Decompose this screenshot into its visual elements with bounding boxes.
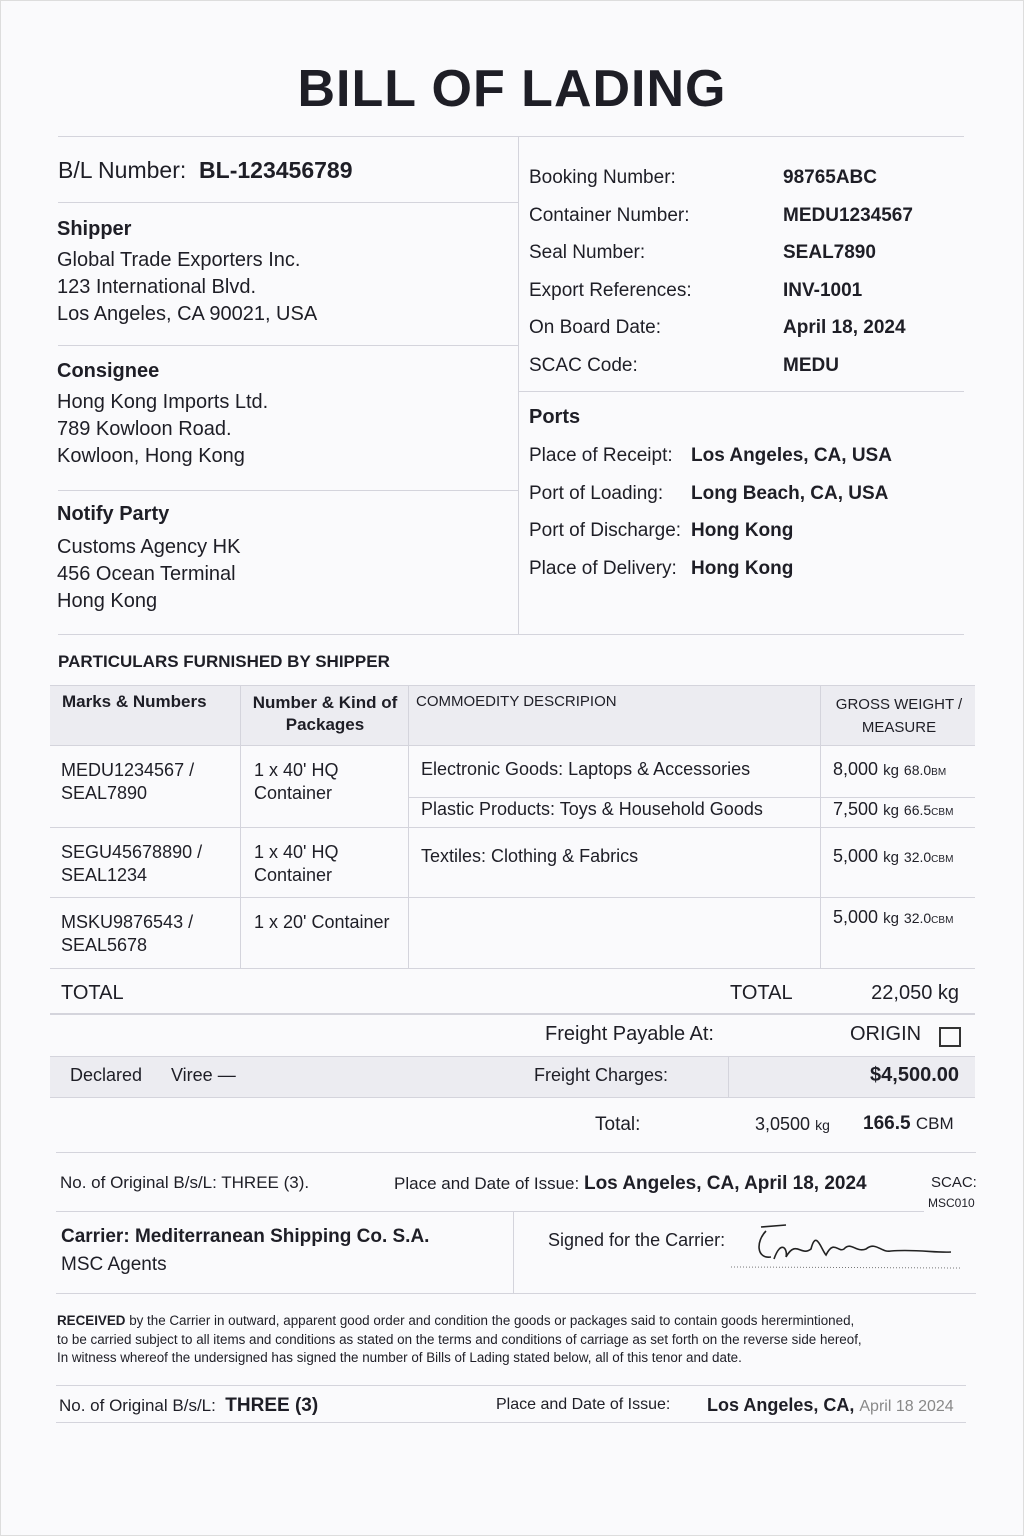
measure-value: 68.0	[903, 762, 932, 778]
measure-unit: CBM	[931, 807, 954, 818]
measure-unit: CBM	[915, 1114, 954, 1133]
references	[529, 159, 913, 384]
particulars-heading: PARTICULARS FURNISHED BY SHIPPER	[58, 652, 390, 671]
notify-heading: Notify Party	[57, 503, 170, 525]
packages-line: Container	[254, 865, 333, 885]
ref-row	[529, 347, 913, 385]
weight-cell	[833, 759, 946, 780]
weight-unit: kg	[883, 802, 899, 819]
description-cell: Plastic Products: Toys & Household Goods	[421, 799, 763, 819]
packages-line: Container	[254, 783, 333, 803]
marks-cell	[61, 841, 202, 887]
consignee-line: 789 Kowloon Road.	[57, 418, 232, 440]
shipper-heading: Shipper	[57, 218, 132, 240]
ref-label: SCAC Code:	[529, 354, 638, 376]
marks-cell	[61, 911, 193, 957]
grand-total-measure	[863, 1113, 954, 1135]
footer-place-label: Place and Date of Issue:	[496, 1396, 671, 1413]
issue-value: Los Angeles, CA, April 18, 2024	[583, 1173, 867, 1194]
port-row	[529, 512, 892, 550]
marks-line: SEGU45678890 /	[61, 842, 203, 862]
port-label: Port of Loading:	[529, 482, 664, 504]
freight-charges-value: $4,500.00	[870, 1064, 959, 1086]
marks-line: MEDU1234567 /	[61, 760, 195, 780]
freight-payable-value: ORIGIN	[850, 1023, 922, 1045]
port-label: Port of Discharge:	[529, 520, 682, 541]
notify-line: Hong Kong	[57, 590, 158, 612]
ref-value: SEAL7890	[783, 242, 876, 263]
description-cell: Electronic Goods: Laptops & Accessories	[421, 759, 751, 779]
port-value: Hong Kong	[691, 520, 794, 541]
notify-party-block	[57, 503, 240, 615]
clause-line: by the Carrier in outward, apparent good order and condition the goods or packages said to contain goods herermintioned,	[125, 1313, 855, 1328]
weight-value: 5,000	[833, 846, 879, 866]
issue-label: Place and Date of Issue:	[394, 1174, 580, 1193]
ref-label: On Board Date:	[529, 317, 662, 338]
ref-label: Container Number:	[529, 204, 690, 226]
footer-originals	[59, 1395, 318, 1417]
column-header-description: COMMOEDITY DESCRIPION	[416, 693, 617, 710]
weight-cell	[833, 799, 953, 820]
measure-value: 32.0	[903, 849, 932, 865]
weight-unit: kg	[815, 1117, 830, 1133]
ref-value: April 18, 2024	[783, 317, 906, 338]
port-row	[529, 475, 892, 513]
received-clause	[57, 1312, 862, 1368]
weight-value: 7,500	[833, 799, 879, 819]
footer-place-value: Los Angeles, CA,	[707, 1395, 855, 1415]
consignee-heading: Consignee	[57, 360, 160, 382]
port-row	[529, 437, 892, 475]
carrier	[61, 1226, 429, 1248]
measure-value: 66.5	[903, 802, 932, 818]
measure-value: 32.0	[903, 910, 932, 926]
notify-line: 456 Ocean Terminal	[57, 563, 236, 585]
weight-value: 5,000	[833, 907, 879, 927]
weight-cell	[833, 907, 953, 928]
carrier-label: Carrier:	[61, 1226, 130, 1247]
marks-line: SEAL1234	[61, 865, 148, 885]
shipper-line: 123 International Blvd.	[57, 276, 257, 298]
port-value: Los Angeles, CA, USA	[691, 445, 892, 466]
packages-line: 1 x 20' Container	[254, 912, 390, 932]
packages-line: 1 x 40' HQ	[254, 842, 339, 862]
footer-originals-value: THREE (3)	[225, 1395, 319, 1416]
packages-cell	[254, 759, 338, 805]
ref-label: Booking Number:	[529, 167, 676, 188]
declared-label: Declared	[70, 1065, 143, 1085]
shipper-block	[57, 218, 317, 328]
port-value: Hong Kong	[691, 557, 794, 579]
weight-unit: kg	[883, 910, 899, 927]
grand-total-label: Total:	[595, 1114, 641, 1135]
total-weight: 22,050 kg	[871, 982, 959, 1004]
column-header-marks: Marks & Numbers	[62, 692, 207, 711]
marks-cell	[61, 759, 194, 805]
ref-row	[529, 234, 913, 272]
page-title: BILL OF LADING	[297, 60, 727, 118]
measure-unit: CBM	[931, 854, 954, 865]
ref-label: Export References:	[529, 279, 692, 301]
weight-value: 8,000	[833, 759, 879, 779]
ref-value: MEDU1234567	[783, 204, 913, 226]
originals-count: No. of Original B/s/L: THREE (3).	[60, 1173, 310, 1192]
weight-cell	[833, 846, 953, 867]
signature	[726, 1219, 966, 1274]
footer-originals-label: No. of Original B/s/L:	[59, 1396, 216, 1415]
ref-value: 98765ABC	[783, 167, 877, 188]
packages-cell	[254, 911, 390, 934]
measure-unit: BM	[931, 767, 947, 778]
weight-unit: kg	[883, 849, 899, 866]
notify-line: Customs Agency HK	[57, 536, 241, 558]
port-row	[529, 550, 892, 588]
weight-value: 3,0500	[755, 1114, 811, 1134]
bl-value: BL-123456789	[199, 157, 353, 183]
grand-total-weight	[755, 1114, 830, 1135]
port-value: Long Beach, CA, USA	[691, 482, 889, 504]
packages-cell	[254, 841, 338, 887]
port-label: Place of Receipt:	[529, 445, 673, 466]
clause-line: In witness whereof the undersigned has signed the number of Bills of Lading stated below, all of this tenor and date.	[57, 1350, 742, 1365]
total-label: TOTAL	[61, 982, 124, 1004]
clause-line: to be carried subject to all items and conditions as stated on the terms and conditions of carriage as set forth on the reverse side hereof,	[57, 1331, 862, 1347]
ref-row	[529, 197, 913, 235]
ref-label: Seal Number:	[529, 242, 646, 263]
origin-checkbox[interactable]	[939, 1027, 961, 1047]
shipper-line: Los Angeles, CA 90021, USA	[57, 303, 318, 325]
ref-row	[529, 309, 913, 347]
marks-line: SEAL7890	[61, 783, 148, 803]
scac-label: SCAC:	[931, 1174, 977, 1191]
shipper-line: Global Trade Exporters Inc.	[57, 249, 301, 271]
place-date-issue	[394, 1173, 867, 1195]
port-label: Place of Delivery:	[529, 557, 677, 579]
carrier-agents: MSC Agents	[61, 1254, 167, 1275]
ref-row	[529, 272, 913, 310]
description-cell: Textiles: Clothing & Fabrics	[421, 846, 639, 866]
freight-payable-label: Freight Payable At:	[545, 1023, 714, 1045]
footer-date: April 18 2024	[859, 1398, 954, 1415]
bl-number	[58, 157, 353, 184]
viree-label: Viree —	[171, 1065, 236, 1085]
ports-heading: Ports	[529, 406, 581, 428]
packages-line: 1 x 40' HQ	[254, 760, 339, 780]
footer-place	[707, 1395, 954, 1416]
measure-value: 166.5	[863, 1113, 911, 1134]
measure-unit: CBM	[931, 915, 954, 926]
bl-label: B/L Number:	[58, 157, 187, 183]
consignee-line: Hong Kong Imports Ltd.	[57, 391, 269, 413]
ref-value: INV-1001	[783, 279, 863, 301]
scac-value: MSC010	[928, 1196, 975, 1210]
consignee-line: Kowloon, Hong Kong	[57, 445, 245, 467]
total-label-right: TOTAL	[730, 982, 793, 1004]
marks-line: SEAL5678	[61, 935, 148, 955]
ports-block	[529, 406, 892, 587]
column-header-weight: GROSS WEIGHT / MEASURE	[835, 696, 963, 736]
signed-label: Signed for the Carrier:	[548, 1230, 726, 1250]
marks-line: MSKU9876543 /	[61, 912, 194, 932]
carrier-name: Mediterranean Shipping Co. S.A.	[134, 1226, 430, 1247]
ref-row	[529, 159, 913, 197]
weight-unit: kg	[883, 762, 899, 779]
freight-charges-label: Freight Charges:	[534, 1065, 669, 1085]
ref-value: MEDU	[783, 354, 839, 376]
column-header-packages: Number & Kind of Packages	[252, 693, 398, 734]
consignee-block	[57, 360, 268, 470]
received-bold: RECEIVED	[57, 1313, 126, 1328]
